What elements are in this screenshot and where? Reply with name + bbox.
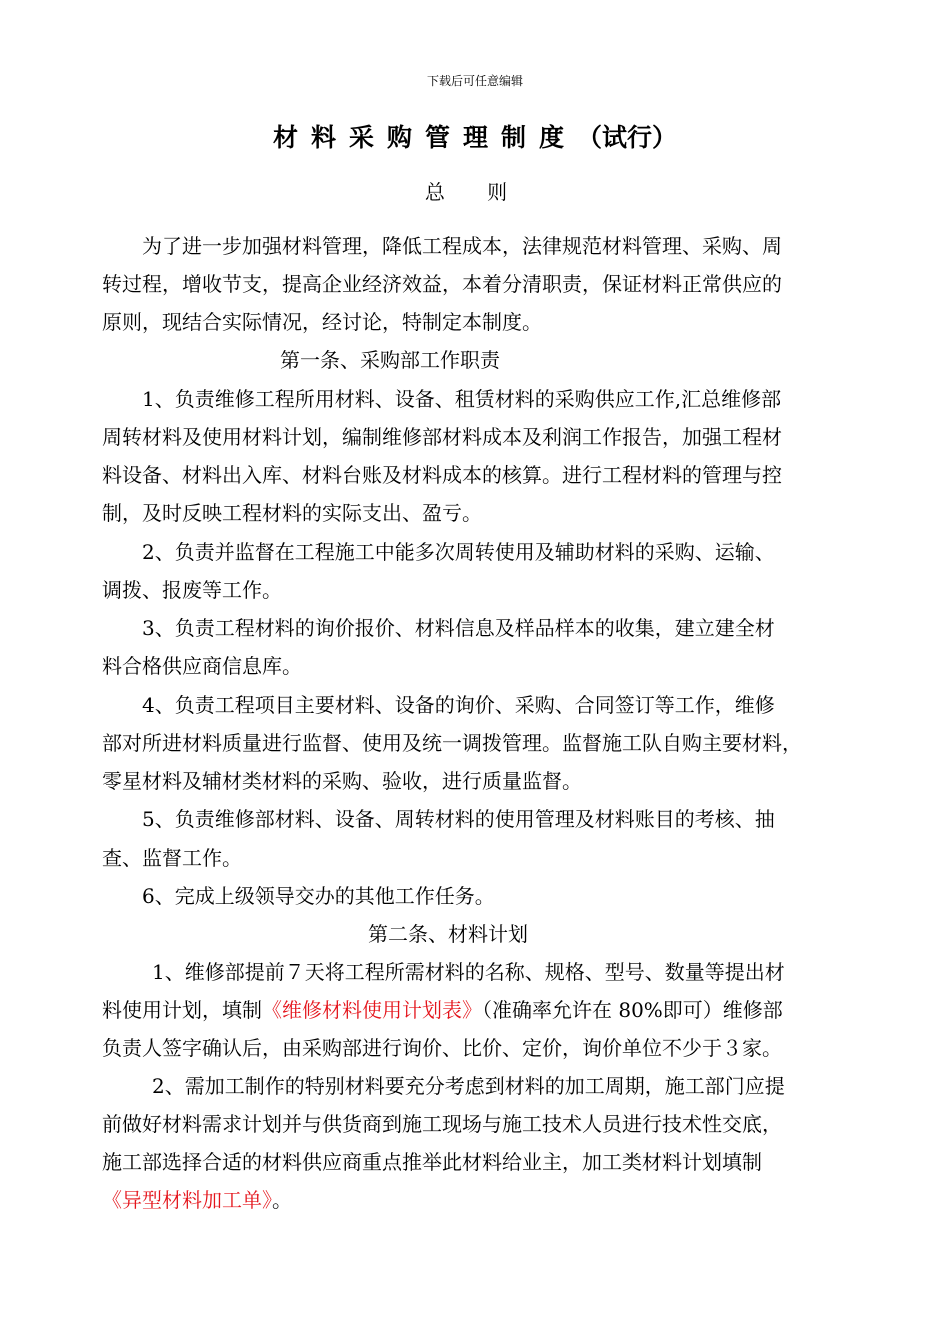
section1-line: 料设备、材料出入库、材料台账及材料成本的核算。进行工程材料的管理与控	[102, 463, 782, 487]
section2-line	[102, 1185, 292, 1215]
section1-line: 6、完成上级领导交办的其他工作任务。	[142, 884, 495, 908]
intro-line: 原则，现结合实际情况，经讨论，特制定本制度。	[102, 310, 542, 334]
intro-line: 转过程，增收节支，提高企业经济效益，本着分清职责，保证材料正常供应的	[102, 272, 782, 296]
section2-text: 。	[272, 1188, 292, 1212]
section1-line: 调拨、报废等工作。	[102, 578, 282, 602]
section2-heading: 第二条、材料计划	[368, 922, 528, 946]
form-reference: 《维修材料使用计划表》	[262, 998, 482, 1022]
section1-line: 2、负责并监督在工程施工中能多次周转使用及辅助材料的采购、运输、	[142, 540, 775, 564]
section1-line: 零星材料及辅材类材料的采购、验收，进行质量监督。	[102, 769, 582, 793]
page-header: 下载后可任意编辑	[426, 74, 523, 88]
section2-line	[102, 995, 783, 1025]
section1-line: 制，及时反映工程材料的实际支出、盈亏。	[102, 501, 482, 525]
section1-heading: 第一条、采购部工作职责	[280, 348, 500, 372]
section2-line: 1、维修部提前７天将工程所需材料的名称、规格、型号、数量等提出材	[152, 960, 785, 984]
section2-line: 2、需加工制作的特别材料要充分考虑到材料的加工周期，施工部门应提	[152, 1074, 785, 1098]
section-subtitle: 总 则	[424, 180, 526, 204]
section1-line: 4、负责工程项目主要材料、设备的询价、采购、合同签订等工作，维修	[142, 693, 775, 717]
section1-line: 料合格供应商信息库。	[102, 654, 302, 678]
section2-line: 前做好材料需求计划并与供货商到施工现场与施工技术人员进行技术性交底，	[102, 1112, 782, 1136]
title-main: 材料采购管理制度	[272, 123, 577, 152]
section2-text: （准确率允许在 80%即可）维修部	[482, 998, 783, 1022]
section1-line: 5、负责维修部材料、设备、周转材料的使用管理及材料账目的考核、抽	[142, 807, 775, 831]
section2-text: 料使用计划，填制	[102, 998, 262, 1022]
form-reference: 《异型材料加工单》	[102, 1188, 272, 1212]
section1-line: 3、负责工程材料的询价报价、材料信息及样品样本的收集，建立建全材	[142, 616, 775, 640]
section2-line: 施工部选择合适的材料供应商重点推举此材料给业主，加工类材料计划填制	[102, 1150, 762, 1174]
section1-line: 查、监督工作。	[102, 846, 242, 870]
title-suffix: （试行）	[577, 123, 678, 152]
section1-line: 周转材料及使用材料计划，编制维修部材料成本及利润工作报告，加强工程材	[102, 425, 782, 449]
section1-line: 1、负责维修工程所用材料、设备、租赁材料的采购供应工作,汇总维修部	[142, 387, 782, 411]
document-title	[0, 120, 950, 156]
section1-line: 部对所进材料质量进行监督、使用及统一调拨管理。监督施工队自购主要材料，	[102, 731, 802, 755]
section2-line: 负责人签字确认后，由采购部进行询价、比价、定价，询价单位不少于３家。	[102, 1036, 782, 1060]
intro-line: 为了进一步加强材料管理，降低工程成本，法律规范材料管理、采购、周	[142, 234, 782, 258]
